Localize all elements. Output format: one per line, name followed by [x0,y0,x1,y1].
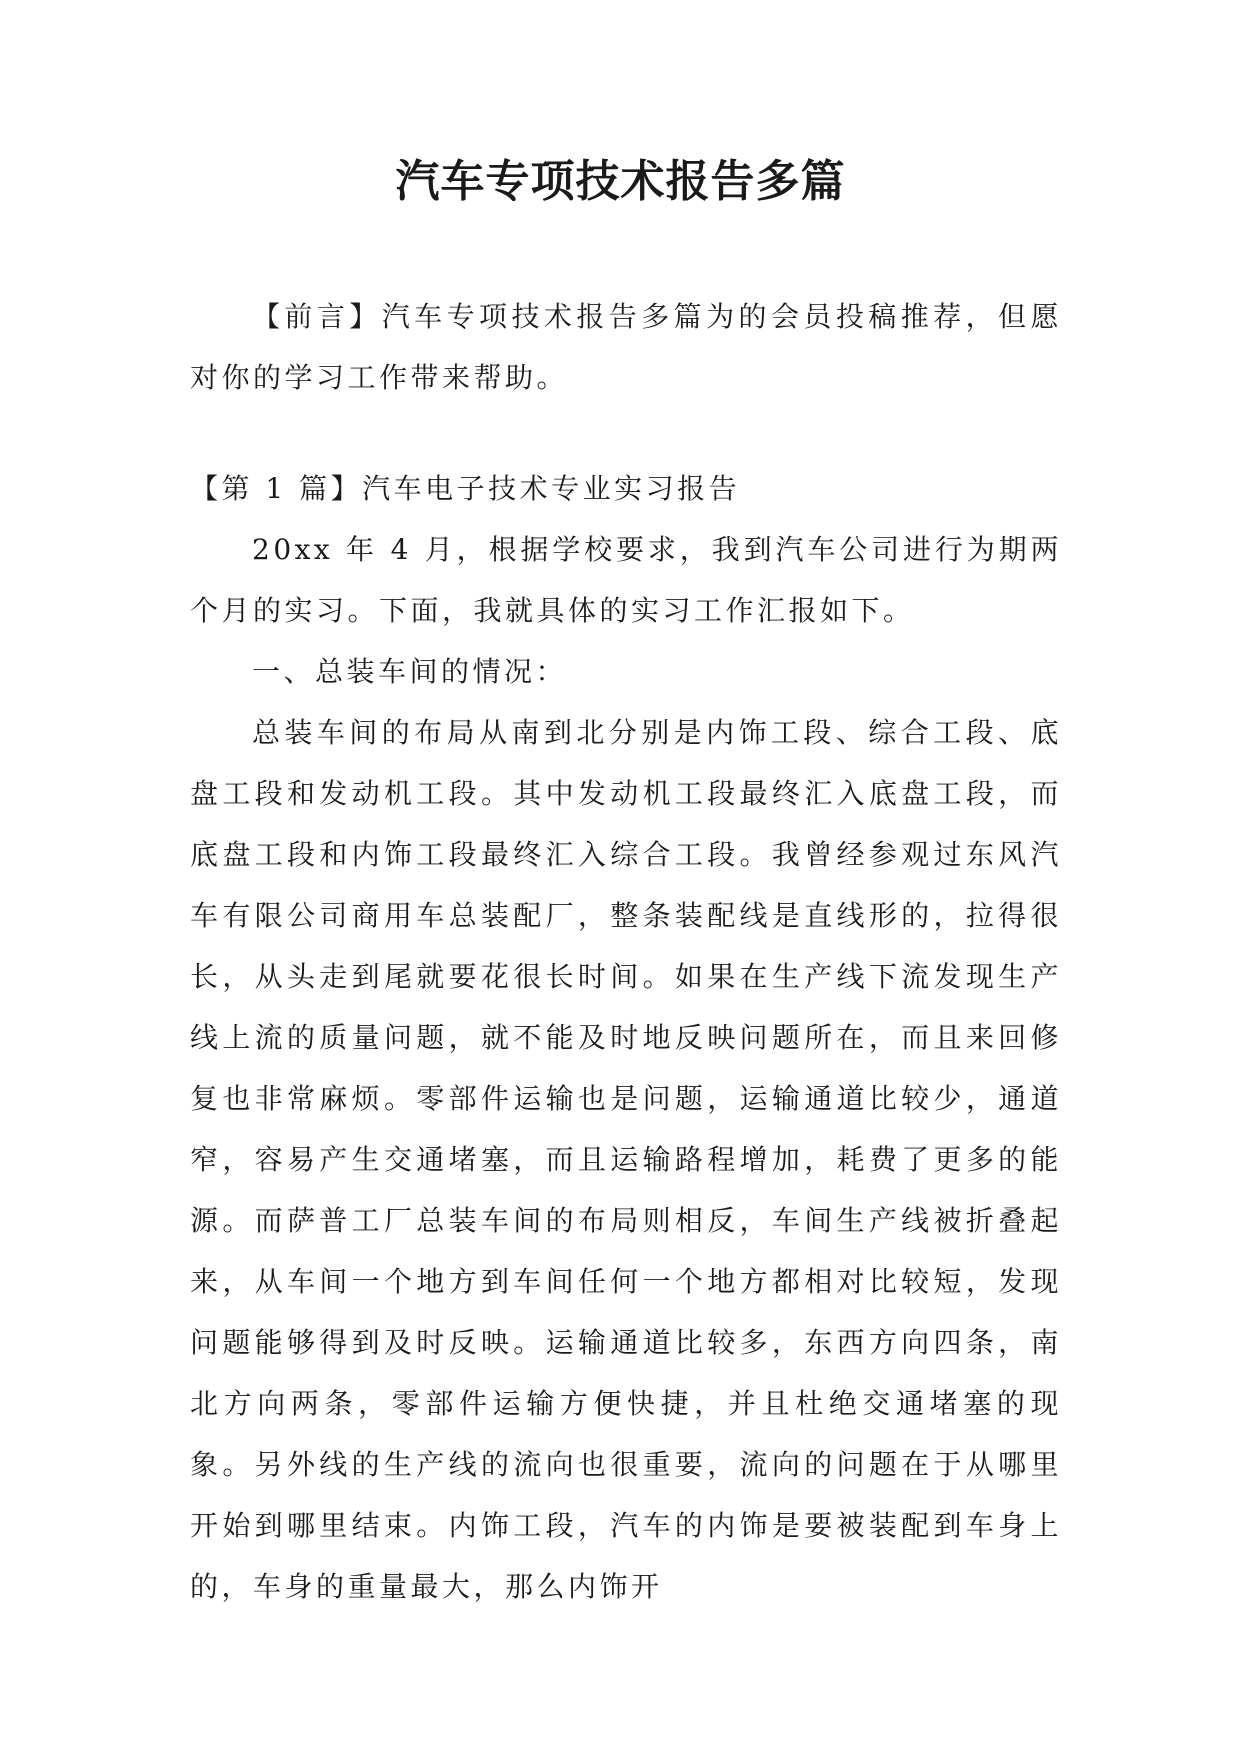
document-title: 汽车专项技术报告多篇 [395,156,846,207]
article-body [190,519,1062,1617]
chapter-heading: 【第 1 篇】汽车电子技术专业实习报告 [190,472,741,505]
body-paragraph-workshop-layout: 总装车间的布局从南到北分别是内饰工段、综合工段、底盘工段和发动机工段。其中发动机工段最终汇入底盘工段，而底盘工段和内饰工段最终汇入综合工段。我曾经参观过东风汽车有限公司商用车总装配厂，整条装配线是直线形的，拉得很长，从头走到尾就要花很长时间。如果在生产线下流发现生产线上流的质量问题，就不能及时地反映问题所在，而且来回修复也非常麻烦。零部件运输也是问题，运输通道比较少，通道窄，容易产生交通堵塞，而且运输路程增加，耗费了更多的能源。而萨普工厂总装车间的布局则相反，车间生产线被折叠起来，从车间一个地方到车间任何一个地方都相对比较短，发现问题能够得到及时反映。运输通道比较多，东西方向四条，南北方向两条，零部件运输方便快捷，并且杜绝交通堵塞的现象。另外线的生产线的流向也很重要，流向的问题在于从哪里开始到哪里结束。内饰工段，汽车的内饰是要被装配到车身上的，车身的重量最大，那么内饰开 [190,716,1062,1603]
preface-paragraph: 【前言】汽车专项技术报告多篇为的会员投稿推荐，但愿对你的学习工作带来帮助。 [190,300,1062,394]
section-heading-assembly-workshop: 一、总装车间的情况： [252,655,568,688]
body-paragraph-intro: 20xx 年 4 月，根据学校要求，我到汽车公司进行为期两个月的实习。下面，我就具体的实习工作汇报如下。 [190,533,1062,627]
